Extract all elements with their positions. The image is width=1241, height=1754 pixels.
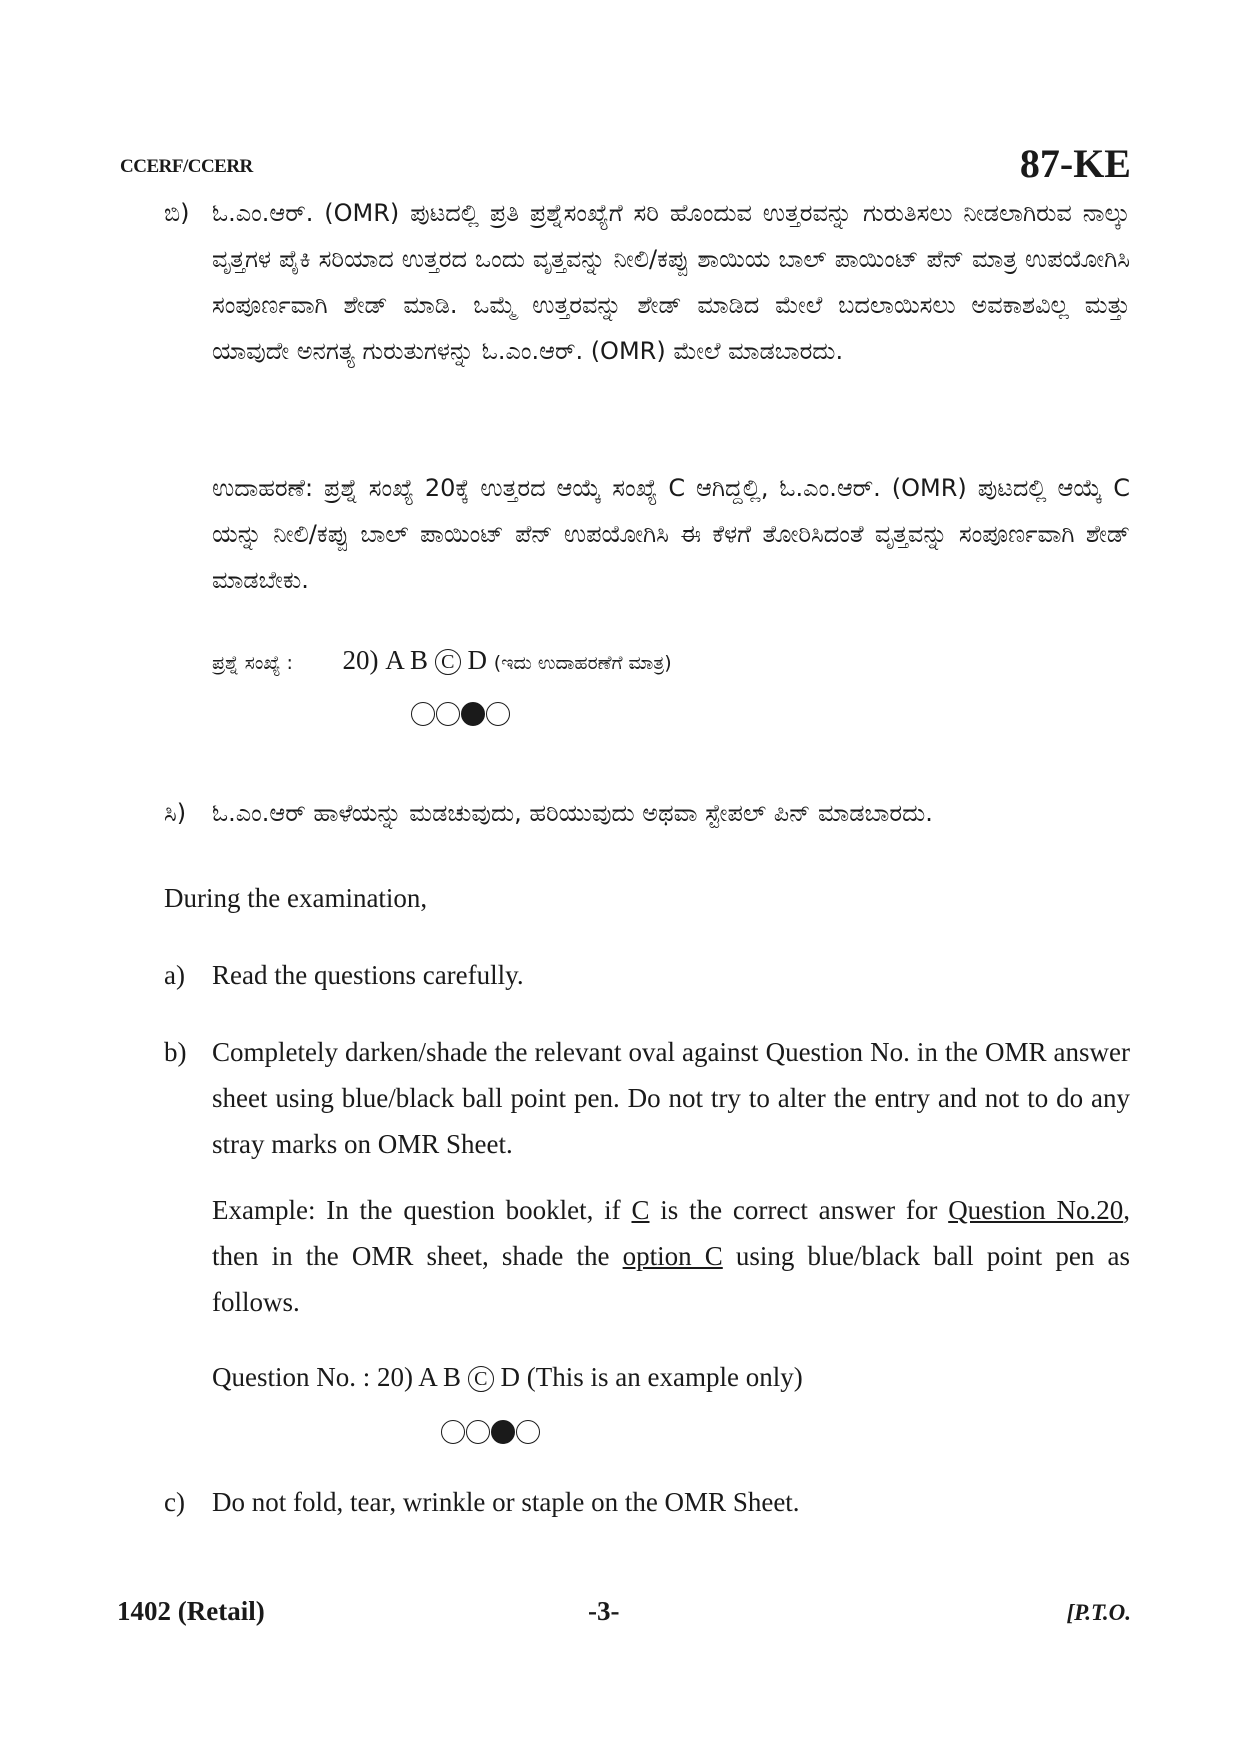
kannada-question-example (212, 645, 672, 676)
page-number: -3- (588, 1596, 620, 1626)
english-item-b (164, 1029, 1130, 1167)
omr-bubbles-english (441, 1420, 540, 1444)
english-question-example (212, 1362, 803, 1393)
option-a: A (385, 645, 404, 675)
option-d: D (467, 645, 487, 675)
kannada-item-b (164, 190, 1130, 374)
item-text: Completely darken/shade the relevant oval against Question No. in the OMR answer sheet using blue/black ball point pen. Do not try to alter the entry and not to do any stray marks on OMR Sheet. (212, 1037, 1130, 1159)
example-note: (ಇದು ಉದಾಹರಣೆಗೆ ಮಾತ್ರ) (493, 652, 672, 674)
example-answer-c: C (631, 1195, 650, 1225)
example-option-c: option C (622, 1241, 723, 1271)
english-item-c (164, 1479, 1130, 1525)
footer-booklet-code: 1402 (Retail) (117, 1596, 265, 1626)
option-b: B (409, 645, 428, 675)
english-example-paragraph (212, 1187, 1130, 1325)
omr-bubbles-kannada (411, 702, 510, 726)
kannada-item-c (164, 790, 1130, 836)
item-marker: c) (164, 1487, 185, 1517)
please-turn-over: [P.T.O. (1066, 1600, 1131, 1625)
omr-bubble-b (466, 1420, 490, 1444)
omr-bubble-d (486, 702, 510, 726)
item-text: Read the questions carefully. (212, 960, 524, 990)
item-marker: ಬಿ) (164, 199, 190, 227)
option-a: A (418, 1362, 437, 1392)
question-label: ಪ್ರಶ್ನೆ ಸಂಖ್ಯೆ : (212, 652, 293, 674)
omr-bubble-a (441, 1420, 465, 1444)
item-text: Do not fold, tear, wrinkle or staple on the OMR Sheet. (212, 1487, 800, 1517)
kannada-example-paragraph: ಉದಾಹರಣೆ: ಪ್ರಶ್ನೆ ಸಂಖ್ಯೆ 20ಕ್ಕೆ ಉತ್ತರದ ಆಯ್ಕೆ ಸಂಖ್ಯೆ C ಆಗಿದ್ದಲ್ಲಿ, ಓ.ಎಂ.ಆರ್. (OMR) ಪುಟದಲ್ಲಿ ಆಯ್ಕೆ C ಯನ್ನು ನೀಲಿ/ಕಪ್ಪು ಬಾಲ್ ಪಾಯಿಂಟ್ ಪೆನ್ ಉಪಯೋಗಿಸಿ ಈ ಕೆಳಗೆ ತೋರಿಸಿದಂತೆ ವೃತ್ತವನ್ನು ಸಂಪೂರ್ಣವಾಗಿ ಶೇಡ್ ಮಾಡಬೇಕು. (212, 474, 1130, 594)
item-marker: ಸಿ) (164, 799, 187, 827)
option-d: D (500, 1362, 521, 1392)
english-item-a (164, 952, 1130, 998)
omr-bubble-b (436, 702, 460, 726)
example-text: is the correct answer for (649, 1195, 949, 1225)
omr-bubble-c-filled (491, 1420, 515, 1444)
omr-bubble-d (516, 1420, 540, 1444)
example-text: using blue/black ball point pen as follows. (212, 1241, 1130, 1317)
omr-bubble-a (411, 702, 435, 726)
omr-bubble-c-filled (461, 702, 485, 726)
item-marker: b) (164, 1037, 187, 1067)
item-marker: a) (164, 960, 185, 990)
paper-code-left: CCERF/CCERR (120, 156, 253, 177)
example-note: (This is an example only) (526, 1362, 803, 1392)
example-text: , then in the OMR sheet, shade the (212, 1195, 1130, 1271)
option-b: B (443, 1362, 462, 1392)
example-question-number: Question No.20 (948, 1195, 1124, 1225)
option-c-circled: C (468, 1366, 494, 1392)
english-intro: During the examination, (164, 883, 428, 913)
item-text: ಓ.ಎಂ.ಆರ್. (OMR) ಪುಟದಲ್ಲಿ ಪ್ರತಿ ಪ್ರಶ್ನೆಸಂಖ್ಯೆಗೆ ಸರಿ ಹೊಂದುವ ಉತ್ತರವನ್ನು ಗುರುತಿಸಲು ನೀಡಲಾಗಿರುವ ನಾಲ್ಕು ವೃತ್ತಗಳ ಪೈಕಿ ಸರಿಯಾದ ಉತ್ತರದ ಒಂದು ವೃತ್ತವನ್ನು ನೀಲಿ/ಕಪ್ಪು ಶಾಯಿಯ ಬಾಲ್ ಪಾಯಿಂಟ್ ಪೆನ್ ಮಾತ್ರ ಉಪಯೋಗಿಸಿ ಸಂಪೂರ್ಣವಾಗಿ ಶೇಡ್ ಮಾಡಿ. ಒಮ್ಮೆ ಉತ್ತರವನ್ನು ಶೇಡ್ ಮಾಡಿದ ಮೇಲೆ ಬದಲಾಯಿಸಲು ಅವಕಾಶವಿಲ್ಲ ಮತ್ತು ಯಾವುದೇ ಅನಗತ್ಯ ಗುರುತುಗಳನ್ನು ಓ.ಎಂ.ಆರ್. (OMR) ಮೇಲೆ ಮಾಡಬಾರದು. (212, 199, 1130, 365)
example-text: Example: In the question booklet, if (212, 1195, 632, 1225)
item-text: ಓ.ಎಂ.ಆರ್ ಹಾಳೆಯನ್ನು ಮಡಚುವುದು, ಹರಿಯುವುದು ಅಥವಾ ಸ್ಟೇಪಲ್ ಪಿನ್ ಮಾಡಬಾರದು. (212, 799, 933, 827)
option-c-circled: C (435, 649, 461, 675)
question-number: 20) (342, 645, 379, 675)
question-label: Question No. : 20) (212, 1362, 413, 1392)
paper-code-right: 87-KE (1019, 141, 1131, 186)
